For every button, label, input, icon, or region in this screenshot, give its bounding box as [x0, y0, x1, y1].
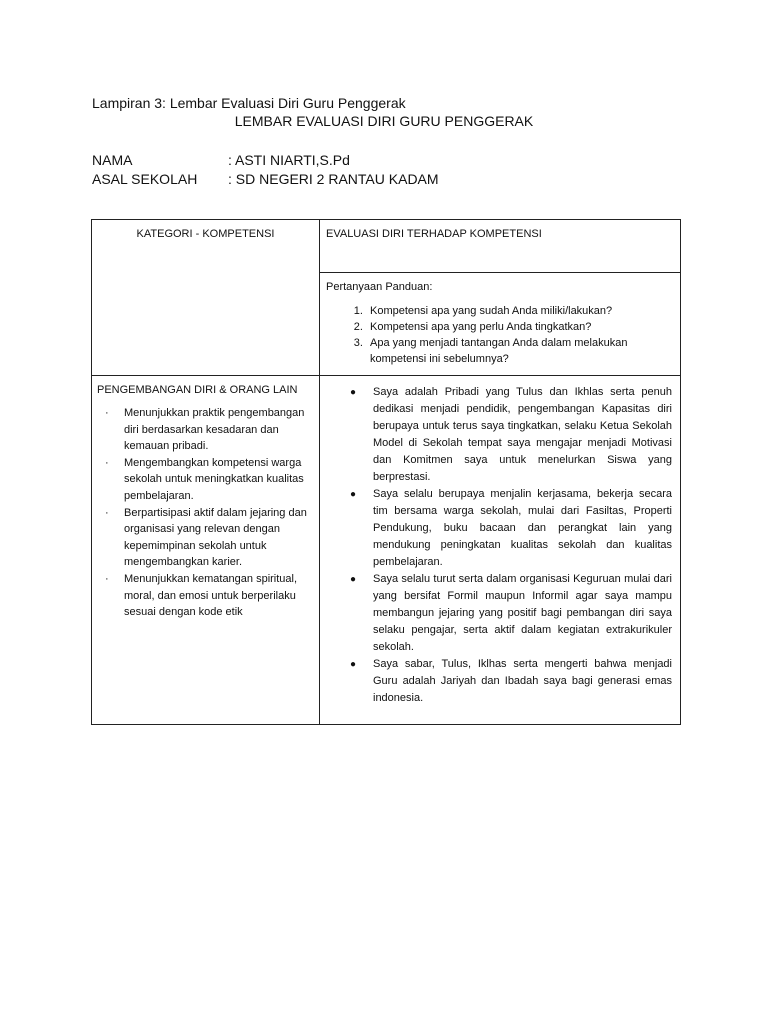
competency-item: · Berpartisipasi aktif dalam jejaring dan organisasi yang relevan dengan kepemimpinan sekolah untuk mengembangkan karier.: [105, 506, 307, 569]
bullet-icon: ·: [105, 572, 109, 585]
self-evaluation-item: ● Saya selalu turut serta dalam organisasi Keguruan mulai dari yang bersifat Formil maupun Informil agar saya mampu membangun jejaring yang positif bagi pembangan diri saya selaku pengajar, serta aktif dalam kegiatan extrakurikuler sekolah.: [350, 573, 672, 653]
evaluation-header-cell: [320, 220, 681, 273]
guide-question: 2. Kompetensi apa yang perlu Anda tingkatkan?: [366, 319, 674, 335]
identity-block: [92, 151, 439, 189]
bullet-icon: ●: [350, 489, 357, 500]
category-header: KATEGORI - KOMPETENSI: [136, 228, 275, 240]
self-evaluation-item: ● Saya adalah Pribadi yang Tulus dan Ikhlas serta penuh dedikasi menjadi pendidik, pengembangan Kapasitas diri berupaya untuk terus saya tingkatkan, selaku Ketua Sekolah Model di Sekolah tempat saya mengajar menjadi Motivasi dan Komitmen saya untuk menelurkan Siswa yang berprestasi.: [350, 386, 672, 483]
self-evaluation-item: ● Saya selalu berupaya menjalin kerjasama, bekerja secara tim bersama warga sekolah, mulai dari Fasiltas, Properti Pendukung, buku bacaan dan perangkat lain yang mendukung peningkatan kualitas sekolah dan kualitas pembelajaran.: [350, 488, 672, 568]
document-header: [92, 94, 406, 112]
guide-question: 3. Apa yang menjadi tantangan Anda dalam melakukan kompetensi ini sebelumnya?: [366, 335, 674, 367]
attachment-line: Lampiran 3: Lembar Evaluasi Diri Guru Penggerak: [92, 95, 406, 111]
bullet-icon: ●: [350, 387, 357, 398]
name-label: NAMA: [92, 152, 133, 168]
guide-question: 1. Kompetensi apa yang sudah Anda miliki/lakukan?: [366, 303, 674, 319]
category-title: PENGEMBANGAN DIRI & ORANG LAIN: [97, 384, 298, 396]
bullet-icon: ·: [105, 506, 109, 519]
guide-cell: [320, 273, 681, 376]
competency-cell: [92, 376, 320, 725]
category-header-cell: [92, 220, 320, 376]
name-row: [92, 151, 439, 170]
self-evaluation-cell: [320, 376, 681, 725]
school-value: : SD NEGERI 2 RANTAU KADAM: [228, 171, 439, 187]
bullet-icon: ·: [105, 456, 109, 469]
table-header-row: [92, 220, 681, 273]
self-evaluation-list: [328, 384, 672, 707]
evaluation-table: [91, 219, 681, 725]
competency-list: [97, 405, 314, 621]
evaluation-header: EVALUASI DIRI TERHADAP KOMPETENSI: [326, 228, 542, 240]
competency-item: · Menunjukkan praktik pengembangan diri berdasarkan kesadaran dan kemauan pribadi.: [105, 407, 305, 453]
content-row: [92, 376, 681, 725]
document-title: LEMBAR EVALUASI DIRI GURU PENGGERAK: [234, 113, 534, 129]
school-row: [92, 170, 439, 189]
bullet-icon: ·: [105, 407, 109, 419]
name-value: : ASTI NIARTI,S.Pd: [228, 152, 350, 168]
school-label: ASAL SEKOLAH: [92, 171, 198, 187]
bullet-icon: ●: [350, 574, 357, 585]
competency-item: · Mengembangkan kompetensi warga sekolah untuk meningkatkan kualitas pembelajaran.: [105, 456, 304, 502]
guide-question-list: [326, 303, 674, 367]
guide-title: Pertanyaan Panduan:: [326, 281, 433, 293]
bullet-icon: ●: [350, 659, 357, 670]
self-evaluation-item: ● Saya sabar, Tulus, Iklhas serta mengerti bahwa menjadi Guru adalah Jariyah dan Ibadah saya bagi generasi emas indonesia.: [350, 658, 672, 704]
competency-item: · Menunjukkan kematangan spiritual, moral, dan emosi untuk berperilaku sesuai dengan kode etik: [105, 572, 298, 619]
